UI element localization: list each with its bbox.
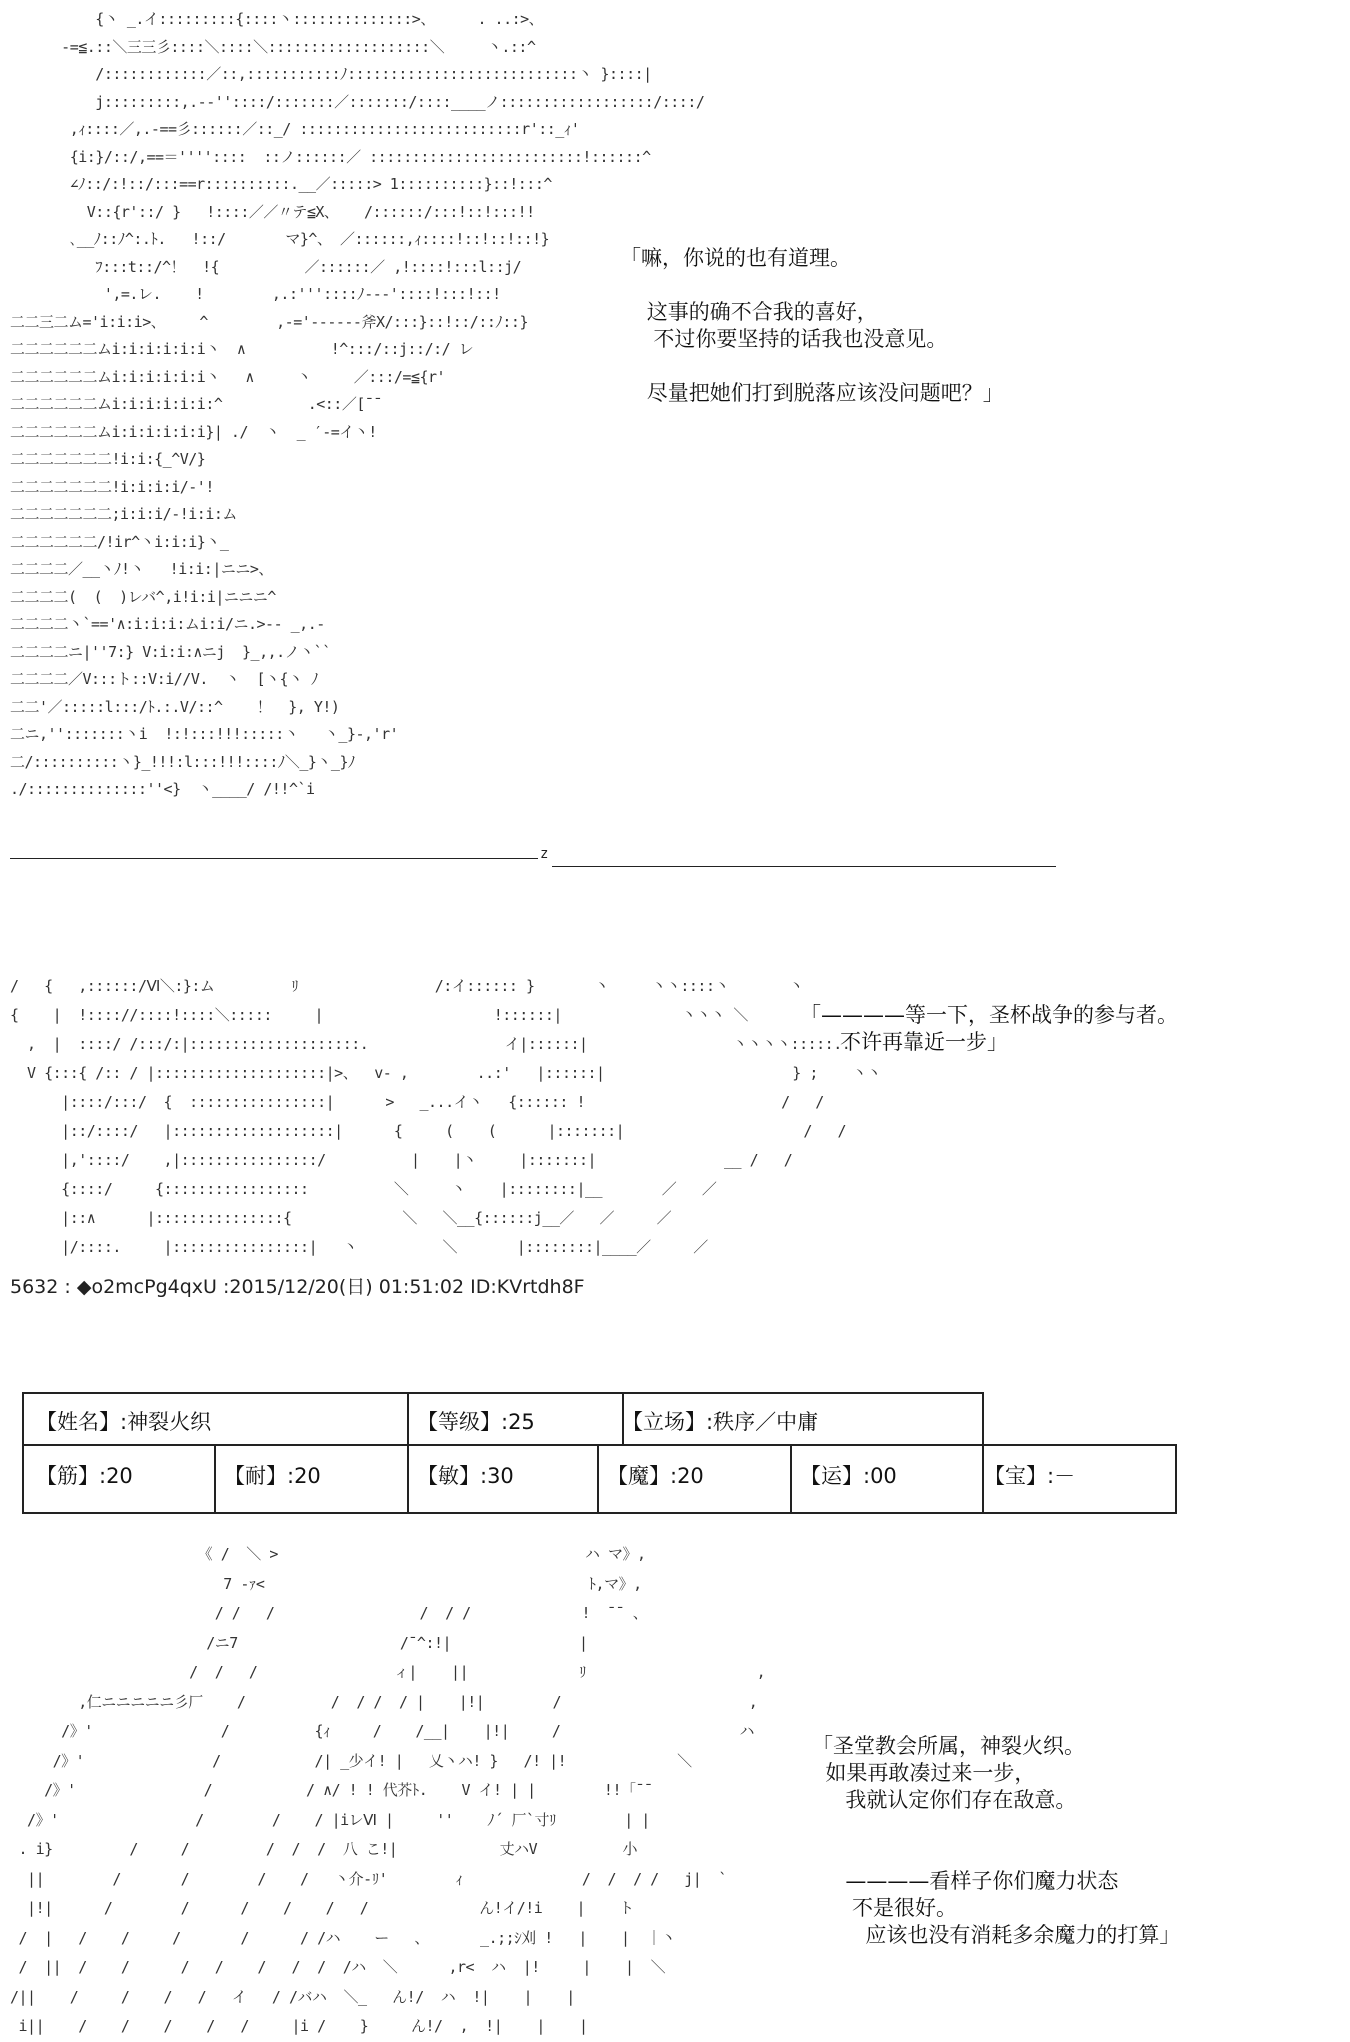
stat-level: 【等级】:25 xyxy=(417,1410,535,1434)
stats-table xyxy=(22,1392,1177,1514)
stat-end: 【耐】:20 xyxy=(224,1464,321,1488)
stat-mag: 【魔】:20 xyxy=(607,1464,704,1488)
ascii-art-top: {丶 _.イ:::::::::{::::丶::::::::::::::>、 . ..:>、 -=≦.::＼三三彡::::＼::::＼:::::::::::::::::::＼ 丶.::^ /::::::::::::／::,:::::::::::ﾉ:::::::::::::::::::::::::::丶 }::::| j:::::::::,.-‐''::::/:::::::／:::::::/::::____ノ::::::::::::::::::/::::/ ,ｨ::::／,.-==彡::::::／::_/ ::::::::::::::::::::::::::r'::_ｨ' {i:}/::/,==＝'''':::: ::ノ::::::／ :::::::::::::::::::::::::!::::::^ ∠ﾉ::/:!::/:::==r::::::::::.__／:::::> 1::::::::::}::!:::^ V::{r'::/ } !::::／／〃テ≦X、 /::::::/:::!::!:::!! ､__ﾉ::ﾉ^:.ﾄ. !::/ マ}^、 ／::::::,ｨ::::!::!::!::!} ﾌ:::t::/^！ !{ ／::::::／ ,!::::!:::l::j/ ',=.レ. ! ,.:'''::::ﾉ--‐'::::!:::!::! 二二三二ム='i:i:i>、 ^ ,-='------斧X/:::}::!::/::ﾉ::} 二二二二二二ムi:i:i:i:i:i丶 ∧ !^:::/::j::/:/ レ 二二二二二二ムi:i:i:i:i:i丶 ∧ 丶 ／:::/=≦{r' 二二二二二二ムi:i:i:i:i:i:^ .<::／[¯¯ 二二二二二二ムi:i:i:i:i:i}| ./ 丶 _ ′-=イ丶! 二二二二二二二!i:i:{_^V/} 二二二二二二二!i:i:i:i/-'! 二二二二二二二;i:i:i/-!i:i:ム 二二二二二二/!ir^丶i:i:i}丶_ 二二二二／__丶ﾉ!丶 !i:i:|ニニ>、 二二二二( ( )レバ^,i!i:i|ニニニ^ 二二二二丶`=='∧:i:i:i:ムi:i/ニ.>-‐ _,.- 二二二二ニ|''7:} V:i:i:∧ニj }_,,.ノ丶`` 二二二二／V:::ト::V:i//V. 丶 [丶{丶 ﾉ 二二'／:::::l:::/ﾄ.:.V/::^ ！ }, Y!) 二ニ,'':::::::丶i !:!:::!!!:::::丶 丶_}-,'r' 二/::::::::::丶}_!!!:l:::!!!::::ﾉ＼_}丶_}ﾉ ./::::::::::::::''<} 丶____/ /!!^`i xyxy=(10,10,705,798)
stats-divider xyxy=(597,1444,599,1514)
stat-np: 【宝】:－ xyxy=(984,1464,1076,1488)
stats-bottom-rule xyxy=(22,1512,1177,1514)
stats-divider xyxy=(982,1392,984,1514)
stats-top-rule xyxy=(22,1392,983,1394)
stat-str: 【筋】:20 xyxy=(36,1464,133,1488)
stat-agi: 【敏】:30 xyxy=(417,1464,514,1488)
stats-divider xyxy=(407,1392,409,1444)
post-header: 5632 : ◆o2mcPg4qxU :2015/12/20(日) 01:51:02 ID:KVrtdh8F xyxy=(10,1276,585,1298)
separator-line-right xyxy=(552,866,1056,867)
stats-divider xyxy=(1175,1444,1177,1514)
separator-line-left xyxy=(10,858,538,859)
stat-alignment: 【立场】:秩序／中庸 xyxy=(622,1410,819,1434)
dialogue-3: 「圣堂教会所属，神裂火织。 如果再敢凑过来一步， 我就认定你们存在敌意。 ————看样子你们魔力状态 不是很好。 应该也没有消耗多余魔力的打算」 xyxy=(812,1734,1181,1947)
ascii-art-bottom: 《 / ＼ > ハ マ》, 7 -ｧ< ﾄ,マ》, / / / / / / ! ¯¯ 、 /ニ7 /¯^:!| | / / / ィ| || ﾘ , ,仁ニニニニニ彡厂 / / / / / | |!| / , /》' / {ｨ / /__| |!| / ハ /》' / /| _少イ! | 乂丶ハ! } /! |! ＼ /》' / / ∧/ ! ! 代芥ﾄ. V イ! | | !!「¯¯ /》' / / / |iレⅥ | '' ﾉ´ 厂`寸ﾘ | | . i} / / / / / 八 こ!| 丈ハV 小 || / / / / 丶介‐ﾘ' ｨ / / / / j| ` |!| / / / / / / ん!イ/!i | ト / | / / / / / /ハ ー 、 _.;;ｼ刈 ! | | ｜丶 / || / / / / / / / /ハ ＼ ,r< ハ |! | | ＼ /|| / / / / イ / /バハ ＼_ ん!/ ハ !| | | i|| / / / / / |i / } ん!/ , !| | | xyxy=(10,1545,766,2035)
stat-luck: 【运】:00 xyxy=(800,1464,897,1488)
stats-divider xyxy=(214,1444,216,1514)
stats-divider xyxy=(22,1392,24,1514)
dialogue-1: 「嘛，你说的也有道理。 这事的确不合我的喜好， 不过你要坚持的话我也没意见。 尽量把她们打到脱落应该没问题吧？」 xyxy=(620,246,1004,405)
stat-name: 【姓名】:神裂火织 xyxy=(36,1410,212,1434)
stats-divider xyxy=(407,1444,409,1514)
ascii-art-middle: / { ,::::::/Ⅵ＼:}:ム ﾘ /:イ:::::: } 丶 丶丶::::丶 丶 { | !:::://::::!::::＼::::: | !::::::| 丶丶丶 ＼ , | ::::/ /:::/:|::::::::::::::::::::. イ|::::::| 丶丶丶丶:::::.. V {:::{ /:: / |::::::::::::::::::::|>、 v- , ..:' |::::::| } ; 丶丶 |::::/:::/ { ::::::::::::::::| > _...イ丶 {:::::: ! / / |::/::::/ |:::::::::::::::::::| { ( ( |:::::::| / / |,'::::/ ,|::::::::::::::::/ | |丶 |:::::::| __ / / {::::/ {::::::::::::::::: ＼ 丶 |::::::::|__ ／ ／ |::∧ |:::::::::::::::{ ＼ ＼__{::::::j__／ ／ ／ |/::::. |::::::::::::::::| 丶 ＼ |::::::::|____／ ／ xyxy=(10,977,881,1256)
separator-mark: z xyxy=(540,846,549,862)
stats-divider xyxy=(790,1444,792,1514)
dialogue-2: 「————等一下，圣杯战争的参与者。 不许再靠近一步」 xyxy=(800,1003,1178,1054)
